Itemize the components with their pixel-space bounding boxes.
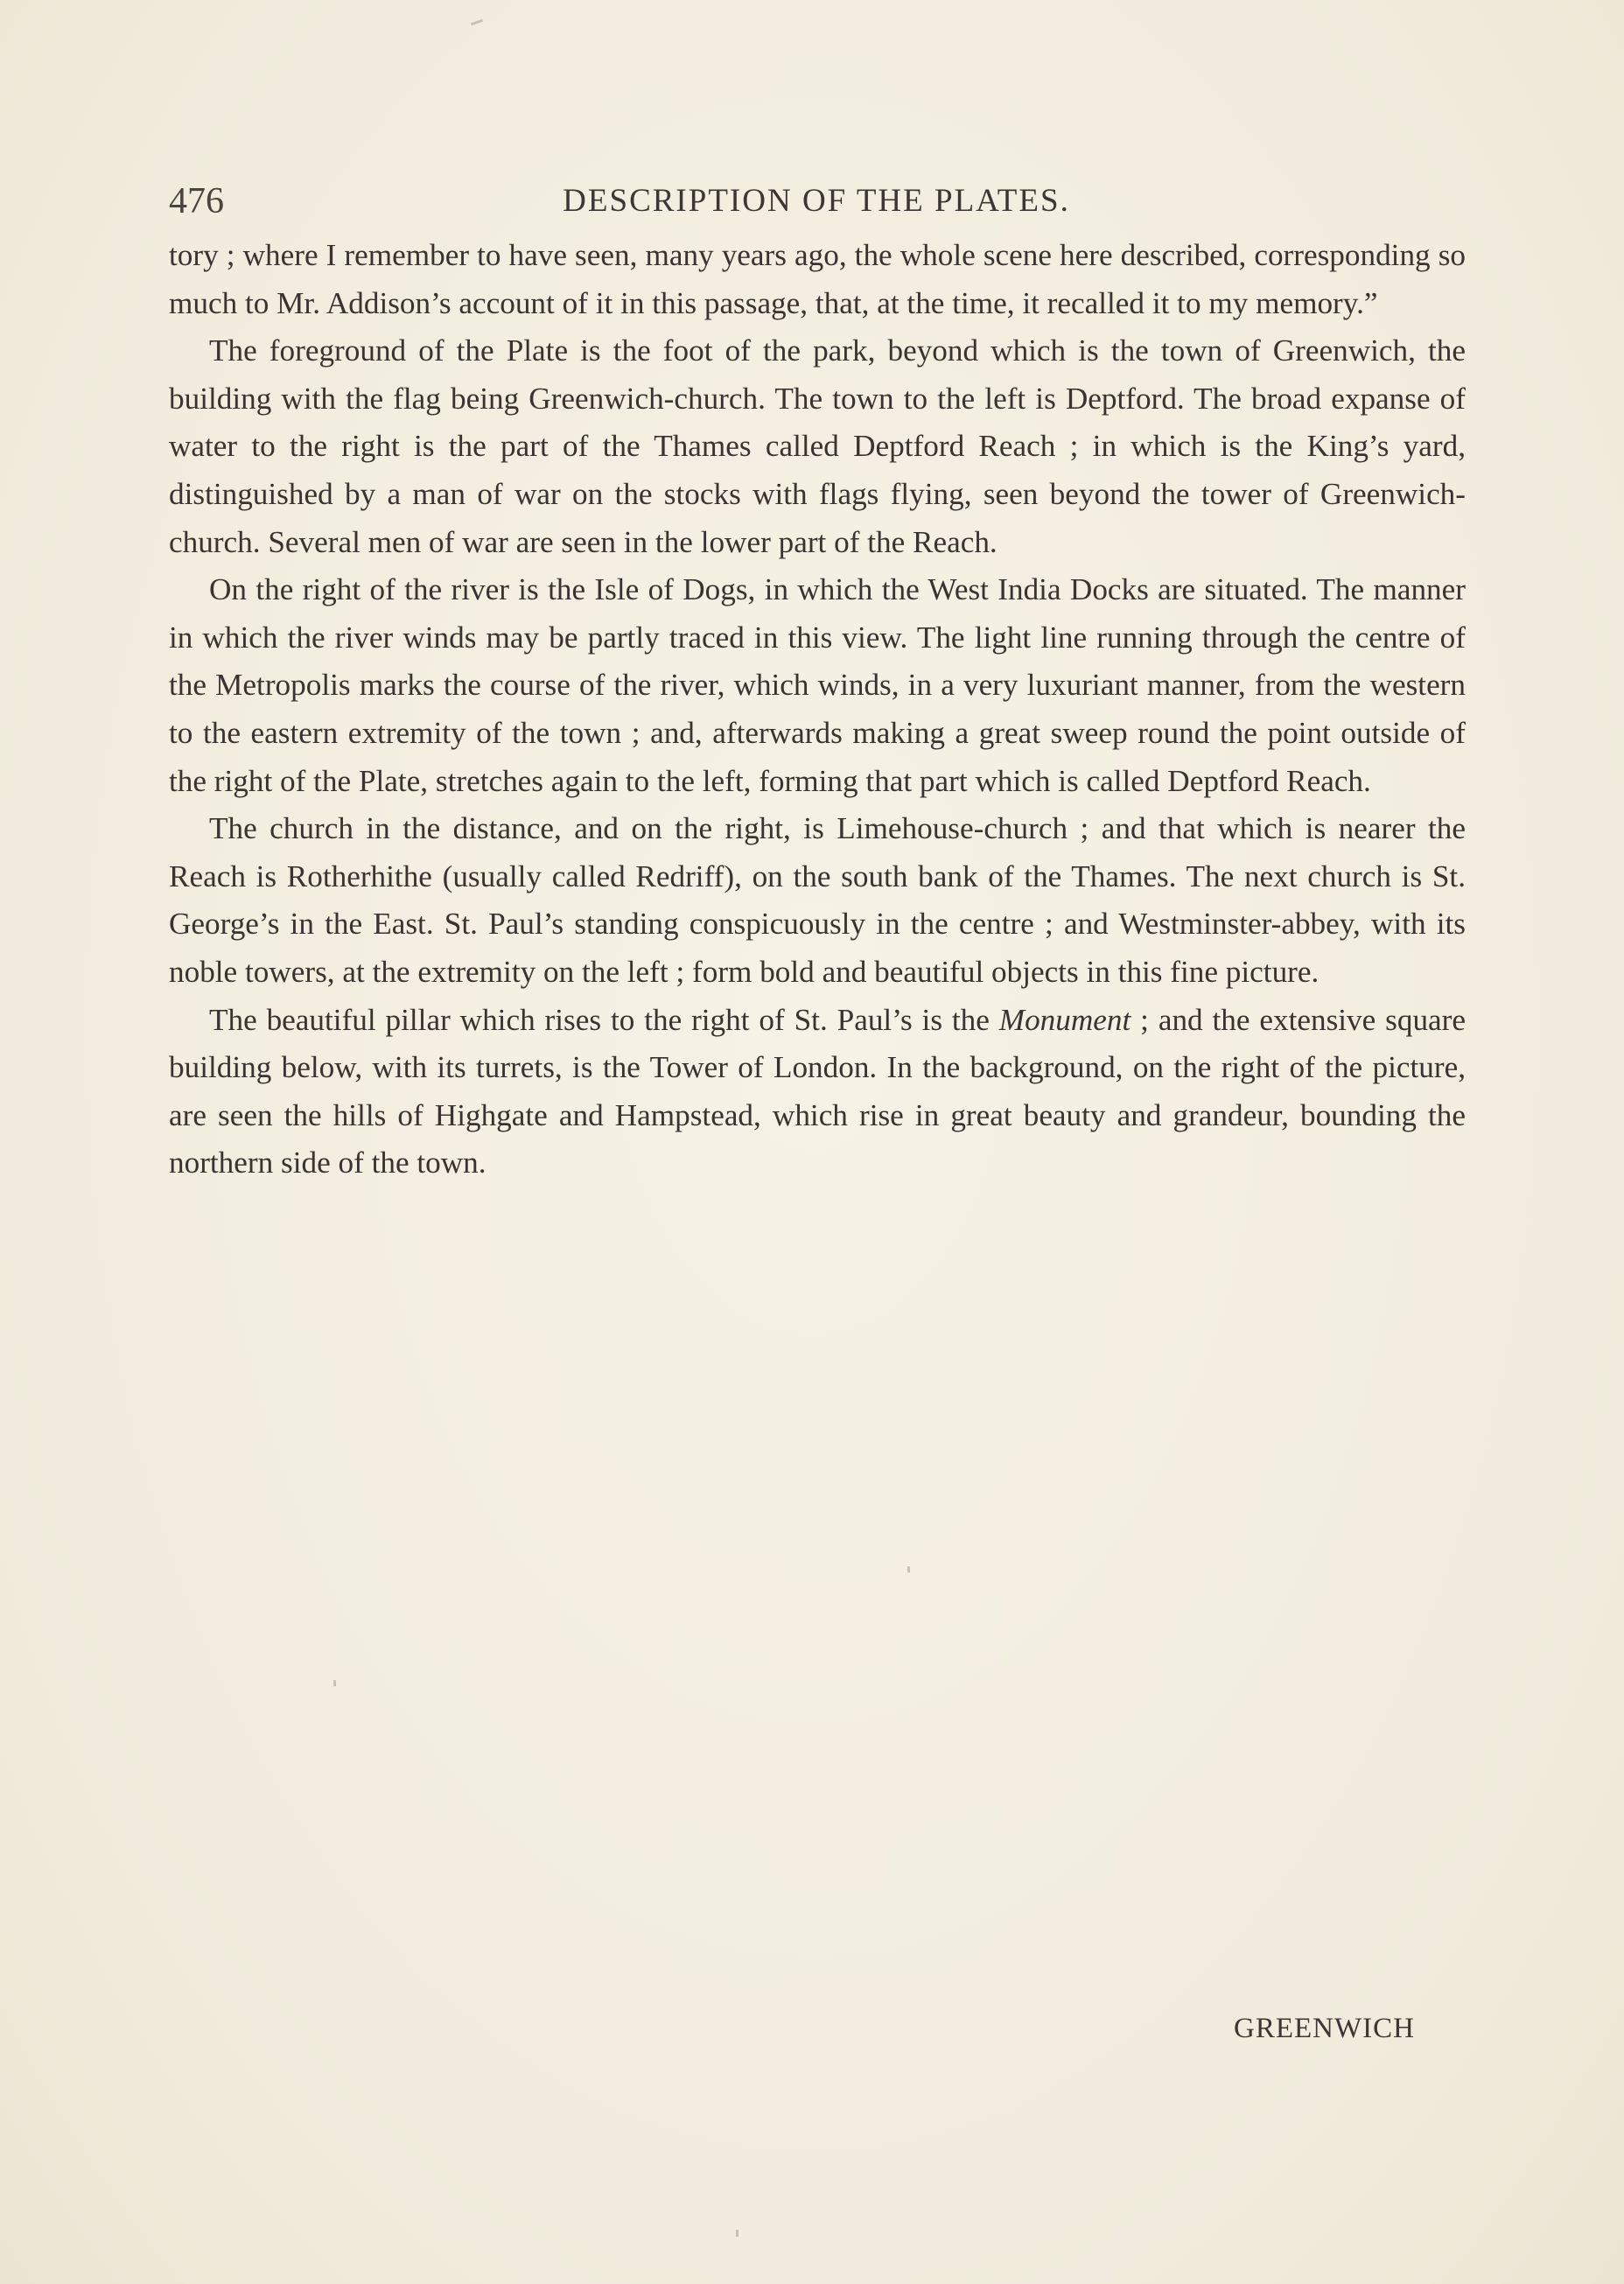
page-header [169,175,1464,228]
ink-speck [907,1566,910,1573]
paragraph: The foreground of the Plate is the foot of the park, beyond which is the town of Greenwich, the building with the flag being Greenwich-church. The town to the left is Deptford. The broad expanse of water to the right is the part of the Thames called Deptford Reach ; in which is the King’s yard, distinguished by a man of war on the stocks with flags flying, seen beyond the tower of Greenwich-church. Several men of war are seen in the lower part of the Reach. [169,333,1466,559]
running-head: DESCRIPTION OF THE PLATES. [563,183,1070,219]
italic-term: Monument [998,1002,1131,1037]
ink-speck [333,1680,336,1686]
paragraph: tory ; where I remember to have seen, many years ago, the whole scene here described, corresponding so much to Mr. Addison’s account of it in this passage, that, at the time, it recalled it to my memory.” [169,238,1466,320]
paragraph: On the right of the river is the Isle of Dogs, in which the West India Docks are situated. The manner in which the river winds may be partly traced in this view. The light line running through the centre of the Metropolis marks the course of the river, which winds, in a very luxuriant manner, from the western to the eastern extremity of the town ; and, afterwards making a great sweep round the point outside of the right of the Plate, stretches again to the left, forming that part which is called Deptford Reach. [169,572,1466,798]
ink-speck [471,19,483,26]
paragraph: The church in the distance, and on the right, is Limehouse-church ; and that which is nearer the Reach is Rotherhithe (usually called Redriff), on the south bank of the Thames. The next church is St. George’s in the East. St. Paul’s standing conspicuously in the centre ; and Westminster-abbey, with its noble towers, at the extremity on the left ; form bold and beautiful objects in this fine picture. [169,811,1466,989]
paragraph-text: The beautiful pillar which rises to the right of St. Paul’s is the [209,1002,999,1037]
paragraph [169,997,1466,1188]
body-text [169,232,1466,1188]
catchword: GREENWICH [1234,2013,1415,2044]
page-number: 476 [169,181,224,221]
paragraph-text: ; and the extensive square building below, with its turrets, is the Tower of London. In the background, on the right of the picture, are seen the hills of Highgate and Hampstead, which rise in great beauty and grandeur, bounding the northern side of the town. [169,1002,1466,1181]
ink-speck [736,2230,738,2237]
